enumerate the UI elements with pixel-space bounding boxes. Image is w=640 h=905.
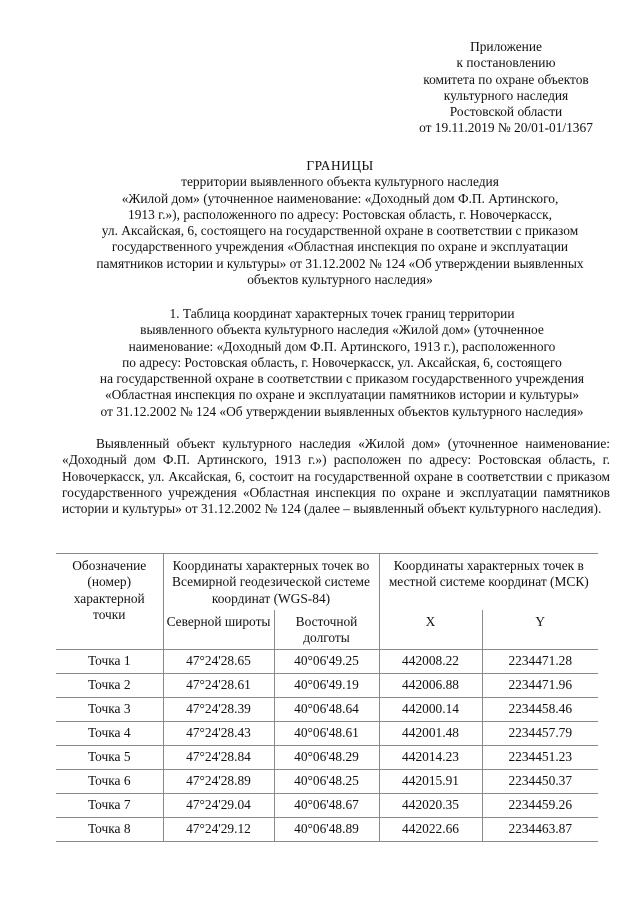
cell-point: Точка 1 <box>56 650 163 674</box>
header-lat: Северной широты <box>163 610 274 650</box>
cell-lat: 47°24'28.84 <box>163 746 274 770</box>
section-1-heading <box>54 306 630 420</box>
cell-y: 2234463.87 <box>482 818 598 842</box>
cell-lon: 40°06'49.19 <box>274 674 379 698</box>
cell-y: 2234471.96 <box>482 674 598 698</box>
cell-y: 2234459.26 <box>482 794 598 818</box>
table-row <box>56 794 598 818</box>
header-point: Обозначение (номер) характерной точки <box>56 554 163 650</box>
cell-point: Точка 7 <box>56 794 163 818</box>
appendix-line: культурного наследия <box>443 87 569 103</box>
heading-line: памятников истории и культуры» от 31.12.2002 № 124 «Об утверждении выявленных <box>96 255 584 271</box>
section-line: наименование: «Доходный дом Ф.П. Артинского, 1913 г.), расположенного <box>128 338 556 354</box>
cell-lon: 40°06'48.64 <box>274 698 379 722</box>
cell-lon: 40°06'48.89 <box>274 818 379 842</box>
heading-line: 1913 г.»), расположенного по адресу: Ростовская область, г. Новочеркасск, <box>128 206 552 222</box>
table-row <box>56 698 598 722</box>
header-y: Y <box>482 610 598 650</box>
heading-line: территории выявленного объекта культурного наследия <box>181 174 499 190</box>
section-line: по адресу: Ростовская область, г. Новочеркасск, ул. Аксайская, 6, состоящего <box>122 354 562 370</box>
header-lon: Восточной долготы <box>274 610 379 650</box>
cell-x: 442022.66 <box>379 818 482 842</box>
table-row <box>56 746 598 770</box>
cell-lat: 47°24'28.89 <box>163 770 274 794</box>
cell-y: 2234451.23 <box>482 746 598 770</box>
appendix-block <box>380 39 632 137</box>
table-header-row <box>56 554 598 610</box>
cell-lon: 40°06'48.29 <box>274 746 379 770</box>
heading-line: «Жилой дом» (уточненное наименование: «Доходный дом Ф.П. Артинского, <box>121 190 559 206</box>
header-x: X <box>379 610 482 650</box>
cell-lat: 47°24'28.61 <box>163 674 274 698</box>
table-row <box>56 722 598 746</box>
cell-lon: 40°06'48.61 <box>274 722 379 746</box>
appendix-line: к постановлению <box>456 55 556 71</box>
cell-lon: 40°06'49.25 <box>274 650 379 674</box>
appendix-line: от 19.11.2019 № 20/01-01/1367 <box>419 120 593 136</box>
section-line: на государственной охране в соответствии с приказом государственного учреждения <box>99 371 585 387</box>
document-title: ГРАНИЦЫ <box>306 158 374 173</box>
cell-x: 442014.23 <box>379 746 482 770</box>
cell-point: Точка 5 <box>56 746 163 770</box>
cell-y: 2234457.79 <box>482 722 598 746</box>
cell-point: Точка 4 <box>56 722 163 746</box>
cell-x: 442020.35 <box>379 794 482 818</box>
cell-lat: 47°24'28.65 <box>163 650 274 674</box>
cell-y: 2234471.28 <box>482 650 598 674</box>
cell-lat: 47°24'28.39 <box>163 698 274 722</box>
cell-y: 2234458.46 <box>482 698 598 722</box>
cell-point: Точка 8 <box>56 818 163 842</box>
section-line: «Областная инспекция по охране и эксплуатации памятников истории и культуры» <box>104 387 580 403</box>
section-line: выявленного объекта культурного наследия «Жилой дом» (уточненное <box>140 322 544 338</box>
appendix-line: Приложение <box>470 39 542 54</box>
cell-x: 442015.91 <box>379 770 482 794</box>
cell-point: Точка 2 <box>56 674 163 698</box>
table-row <box>56 650 598 674</box>
section-line: 1. Таблица координат характерных точек границ территории <box>169 306 515 321</box>
heading-line: объектов культурного наследия» <box>247 272 433 288</box>
cell-lat: 47°24'29.04 <box>163 794 274 818</box>
cell-point: Точка 6 <box>56 770 163 794</box>
description-paragraph: Выявленный объект культурного наследия «Жилой дом» (уточненное наименование: «Доходный дом Ф.П. Артинского, 1913 г.») расположен по адресу: Ростовская область, г. Новочеркасск, ул. Аксайская, 6, состоит на государственной охране в соответствии с приказом государственного учреждения «Областная инспекция по охране и эксплуатации памятников истории и культуры» от 31.12.2002 № 124 (далее – выявленный объект культурного наследия). <box>62 436 610 517</box>
cell-lon: 40°06'48.25 <box>274 770 379 794</box>
header-wgs: Координаты характерных точек во Всемирной геодезической системе координат (WGS-84) <box>163 554 379 610</box>
table-row <box>56 818 598 842</box>
section-line: от 31.12.2002 № 124 «Об утверждении выявленных объектов культурного наследия» <box>100 403 584 419</box>
cell-y: 2234450.37 <box>482 770 598 794</box>
cell-x: 442006.88 <box>379 674 482 698</box>
heading-line: государственного учреждения «Областная инспекция по охране и эксплуатации <box>111 239 569 255</box>
table-row <box>56 674 598 698</box>
cell-lon: 40°06'48.67 <box>274 794 379 818</box>
cell-x: 442000.14 <box>379 698 482 722</box>
document-heading <box>50 158 630 288</box>
cell-x: 442001.48 <box>379 722 482 746</box>
coordinates-table <box>56 553 598 842</box>
cell-point: Точка 3 <box>56 698 163 722</box>
table-row <box>56 770 598 794</box>
appendix-line: Ростовской области <box>449 104 563 120</box>
appendix-line: комитета по охране объектов <box>423 71 589 87</box>
cell-lat: 47°24'29.12 <box>163 818 274 842</box>
heading-line: ул. Аксайская, 6, состоящего на государственной охране в соответствии с приказом <box>101 223 579 239</box>
cell-x: 442008.22 <box>379 650 482 674</box>
cell-lat: 47°24'28.43 <box>163 722 274 746</box>
header-msk: Координаты характерных точек в местной системе координат (МСК) <box>379 554 598 610</box>
